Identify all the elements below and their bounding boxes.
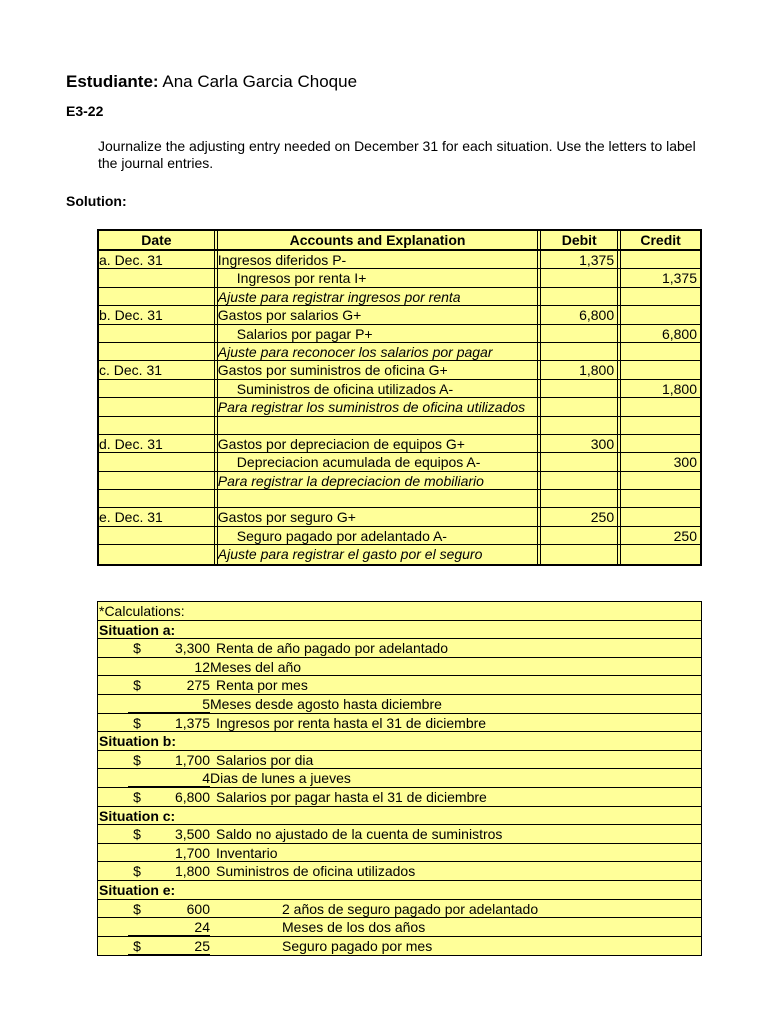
journal-account-cell (217, 453, 538, 470)
journal-row (99, 490, 700, 508)
calculations-body (98, 621, 701, 956)
journal-debit-cell (540, 380, 618, 397)
calculation-description: Dias de lunes a jueves (210, 770, 351, 787)
journal-debit-cell (540, 417, 618, 434)
calculation-amount (128, 844, 210, 862)
journal-account-cell-text: Gastos por seguro G+ (217, 509, 356, 526)
situation-heading-row (98, 621, 701, 640)
journal-account-cell-text: Suministros de oficina utilizados A- (236, 380, 454, 397)
dollar-sign: $ (133, 714, 141, 731)
journal-account-cell-text: Ajuste para reconocer los salarios por pagar (217, 343, 493, 360)
calculation-description: Meses desde agosto hasta diciembre (210, 695, 442, 712)
journal-account-cell (217, 325, 538, 342)
calculation-row (98, 900, 701, 919)
calculation-row (98, 825, 701, 844)
situation-heading: Situation a: (99, 621, 176, 638)
journal-debit-cell (540, 527, 618, 544)
calculation-amount (128, 769, 210, 787)
calculation-row (98, 769, 701, 788)
journal-row (99, 472, 700, 490)
calculation-description: Salarios por dia (216, 751, 314, 768)
calculation-amount (128, 900, 210, 917)
journal-credit-cell (620, 361, 700, 378)
journal-credit-cell (620, 343, 700, 360)
journal-debit-cell (540, 453, 618, 470)
journal-date-cell (99, 361, 215, 378)
journal-account-cell (217, 417, 538, 434)
student-label: Estudiante: (66, 72, 159, 91)
calculation-description: Renta de año pagado por adelantado (216, 640, 448, 657)
journal-date-cell (99, 472, 215, 489)
calculation-amount (128, 639, 210, 656)
journal-date-cell (99, 417, 215, 434)
student-name: Ana Carla Garcia Choque (162, 72, 358, 91)
journal-account-cell (217, 435, 538, 452)
journal-debit-cell (540, 435, 618, 452)
journal-account-cell-text: Depreciacion acumulada de equipos A- (236, 454, 481, 471)
journal-row (99, 306, 700, 324)
journal-account-cell (217, 380, 538, 397)
journal-account-cell (217, 398, 538, 415)
journal-account-cell-text: Ajuste para registrar el gasto por el seguro (217, 546, 483, 563)
calculation-number: 1,375 (174, 714, 210, 731)
journal-account-cell (217, 527, 538, 544)
journal-credit-cell (620, 545, 700, 563)
calculation-description: Salarios por pagar hasta el 31 de diciembre (216, 788, 487, 805)
calculation-amount (128, 862, 210, 879)
instructions: Journalize the adjusting entry needed on December 31 for each situation. Use the letters to label the journal entries. (98, 138, 696, 171)
journal-date-cell (99, 508, 215, 525)
journal-account-cell-text: Gastos por depreciacion de equipos G+ (217, 435, 465, 452)
journal-credit-cell (620, 306, 700, 323)
journal-body (99, 251, 700, 564)
calculation-number: 4 (202, 770, 210, 787)
journal-row (99, 435, 700, 453)
journal-debit-cell-text: 250 (590, 509, 615, 526)
calculation-number: 5 (202, 695, 210, 712)
journal-date-cell (99, 269, 215, 286)
journal-date-cell-text: d. Dec. 31 (99, 435, 163, 452)
journal-account-cell (217, 508, 538, 525)
journal-credit-cell-text: 300 (673, 454, 697, 471)
dollar-sign (128, 769, 146, 786)
calculations-table (97, 601, 702, 956)
journal-row (99, 398, 700, 416)
journal-date-cell (99, 490, 215, 507)
dollar-sign: $ (133, 900, 141, 917)
calculation-amount (128, 658, 210, 676)
calculation-row (98, 639, 701, 658)
journal-credit-cell (620, 490, 700, 507)
dollar-sign: $ (133, 640, 141, 657)
situation-heading: Situation b: (99, 733, 176, 750)
dollar-sign: $ (133, 826, 141, 843)
journal-table (97, 229, 702, 566)
journal-account-cell (217, 490, 538, 507)
journal-credit-cell (620, 251, 700, 268)
situation-heading: Situation e: (99, 881, 176, 898)
column-header-debit: Debit (540, 231, 618, 249)
journal-account-cell-text: Seguro pagado por adelantado A- (236, 527, 447, 544)
journal-date-cell-text: c. Dec. 31 (99, 362, 163, 379)
journal-debit-cell (540, 361, 618, 378)
journal-row (99, 417, 700, 435)
journal-debit-cell (540, 472, 618, 489)
situation-heading: Situation c: (99, 807, 176, 824)
calculation-description: Meses del año (210, 658, 302, 675)
journal-credit-cell (620, 453, 700, 470)
calculation-description: Saldo no ajustado de la cuenta de suministros (216, 826, 503, 843)
calculations-title: *Calculations: (99, 603, 185, 619)
journal-header-row (99, 231, 700, 251)
journal-date-cell-text: e. Dec. 31 (99, 509, 163, 526)
calculation-description: 2 años de seguro pagado por adelantado (282, 900, 539, 917)
journal-account-cell (217, 288, 538, 305)
journal-account-cell-text: Gastos por suministros de oficina G+ (217, 362, 448, 379)
dollar-sign (128, 844, 146, 861)
journal-credit-cell-text: 1,375 (661, 270, 697, 287)
student-line (66, 72, 357, 92)
calculation-amount (128, 714, 210, 731)
journal-date-cell (99, 306, 215, 323)
column-header-accounts: Accounts and Explanation (217, 231, 538, 249)
calculation-row (98, 788, 701, 807)
journal-debit-cell-text: 1,800 (579, 362, 615, 379)
journal-account-cell-text: Gastos por salarios G+ (217, 307, 362, 324)
journal-credit-cell (620, 398, 700, 415)
journal-date-cell (99, 527, 215, 544)
journal-debit-cell (540, 545, 618, 563)
journal-account-cell-text: Para registrar los suministros de oficina utilizados (217, 399, 526, 416)
journal-date-cell (99, 545, 215, 563)
column-header-date: Date (99, 231, 215, 249)
journal-account-cell-text: Ingresos por renta I+ (236, 270, 367, 287)
exercise-number: E3-22 (66, 103, 104, 119)
journal-debit-cell (540, 251, 618, 268)
calculation-amount (128, 695, 210, 713)
calculation-amount (128, 937, 210, 955)
journal-row (99, 508, 700, 526)
journal-account-cell (217, 343, 538, 360)
calculation-amount (128, 825, 210, 842)
situation-heading-row (98, 807, 701, 826)
calculation-number: 275 (186, 677, 210, 694)
journal-row (99, 269, 700, 287)
journal-row (99, 380, 700, 398)
calculations-title-row (98, 602, 701, 621)
calculation-amount (128, 676, 210, 693)
journal-account-cell (217, 361, 538, 378)
journal-debit-cell (540, 508, 618, 525)
journal-debit-cell-text: 300 (590, 435, 615, 452)
situation-heading-row (98, 732, 701, 751)
journal-debit-cell (540, 343, 618, 360)
dollar-sign: $ (133, 863, 141, 880)
column-header-credit: Credit (620, 231, 700, 249)
journal-account-cell-text: Ingresos diferidos P- (217, 252, 347, 268)
journal-row (99, 288, 700, 306)
calculation-number: 25 (194, 937, 210, 954)
journal-date-cell (99, 343, 215, 360)
dollar-sign: $ (133, 937, 141, 954)
journal-account-cell (217, 251, 538, 268)
journal-credit-cell-text: 1,800 (661, 380, 697, 397)
journal-account-cell (217, 472, 538, 489)
calculation-number: 1,800 (174, 863, 210, 880)
journal-account-cell (217, 269, 538, 286)
calculation-description: Inventario (216, 844, 278, 861)
solution-label: Solution: (66, 193, 127, 209)
journal-account-cell (217, 545, 538, 563)
journal-credit-cell (620, 527, 700, 544)
journal-date-cell (99, 398, 215, 415)
journal-credit-cell (620, 472, 700, 489)
dollar-sign: $ (133, 788, 141, 805)
calculation-number: 6,800 (174, 788, 210, 805)
journal-date-cell (99, 251, 215, 268)
journal-credit-cell (620, 417, 700, 434)
dollar-sign: $ (133, 677, 141, 694)
journal-date-cell-text: b. Dec. 31 (99, 307, 163, 324)
journal-date-cell (99, 325, 215, 342)
journal-account-cell-text: Para registrar la depreciacion de mobiliario (217, 472, 484, 489)
calculation-description: Suministros de oficina utilizados (216, 863, 416, 880)
journal-row (99, 251, 700, 269)
calculation-row (98, 714, 701, 733)
dollar-sign (128, 695, 146, 712)
journal-date-cell (99, 380, 215, 397)
dollar-sign (128, 918, 146, 935)
journal-row (99, 545, 700, 563)
journal-credit-cell (620, 435, 700, 452)
journal-row (99, 361, 700, 379)
journal-row (99, 343, 700, 361)
dollar-sign (128, 658, 146, 675)
dollar-sign: $ (133, 751, 141, 768)
journal-date-cell (99, 453, 215, 470)
journal-date-cell (99, 288, 215, 305)
calculation-number: 12 (194, 658, 210, 675)
journal-credit-cell-text: 6,800 (661, 325, 697, 342)
situation-heading-row (98, 881, 701, 900)
journal-debit-cell (540, 269, 618, 286)
calculation-description: Meses de los dos años (282, 919, 426, 936)
journal-account-cell (217, 306, 538, 323)
journal-debit-cell (540, 398, 618, 415)
journal-credit-cell (620, 380, 700, 397)
journal-row (99, 527, 700, 545)
journal-debit-cell-text: 1,375 (579, 252, 615, 268)
calculation-description: Renta por mes (216, 677, 308, 694)
calculation-number: 3,300 (174, 640, 210, 657)
journal-debit-cell-text: 6,800 (579, 307, 615, 324)
journal-date-cell (99, 435, 215, 452)
calculation-amount (128, 918, 210, 936)
calculation-row (98, 844, 701, 863)
calculation-row (98, 658, 701, 677)
journal-credit-cell (620, 325, 700, 342)
calculation-number: 24 (194, 919, 210, 936)
journal-credit-cell (620, 269, 700, 286)
calculation-number: 1,700 (174, 751, 210, 768)
calculation-row (98, 676, 701, 695)
journal-account-cell-text: Salarios por pagar P+ (236, 325, 373, 342)
calculation-row (98, 751, 701, 770)
journal-credit-cell (620, 508, 700, 525)
journal-credit-cell-text: 250 (673, 527, 697, 544)
journal-row (99, 453, 700, 471)
calculation-row (98, 862, 701, 881)
calculation-amount (128, 751, 210, 768)
journal-credit-cell (620, 288, 700, 305)
calculation-row (98, 918, 701, 937)
calculation-description: Seguro pagado por mes (282, 937, 433, 954)
calculation-number: 600 (186, 900, 210, 917)
journal-debit-cell (540, 325, 618, 342)
journal-row (99, 325, 700, 343)
journal-debit-cell (540, 306, 618, 323)
calculation-description: Ingresos por renta hasta el 31 de diciembre (216, 714, 487, 731)
journal-debit-cell (540, 288, 618, 305)
calculation-amount (128, 788, 210, 805)
journal-date-cell-text: a. Dec. 31 (99, 252, 163, 268)
calculation-row (98, 695, 701, 714)
calculation-row (98, 937, 701, 956)
journal-debit-cell (540, 490, 618, 507)
calculation-number: 3,500 (174, 826, 210, 843)
calculation-number: 1,700 (174, 844, 210, 861)
journal-account-cell-text: Ajuste para registrar ingresos por renta (217, 288, 461, 305)
